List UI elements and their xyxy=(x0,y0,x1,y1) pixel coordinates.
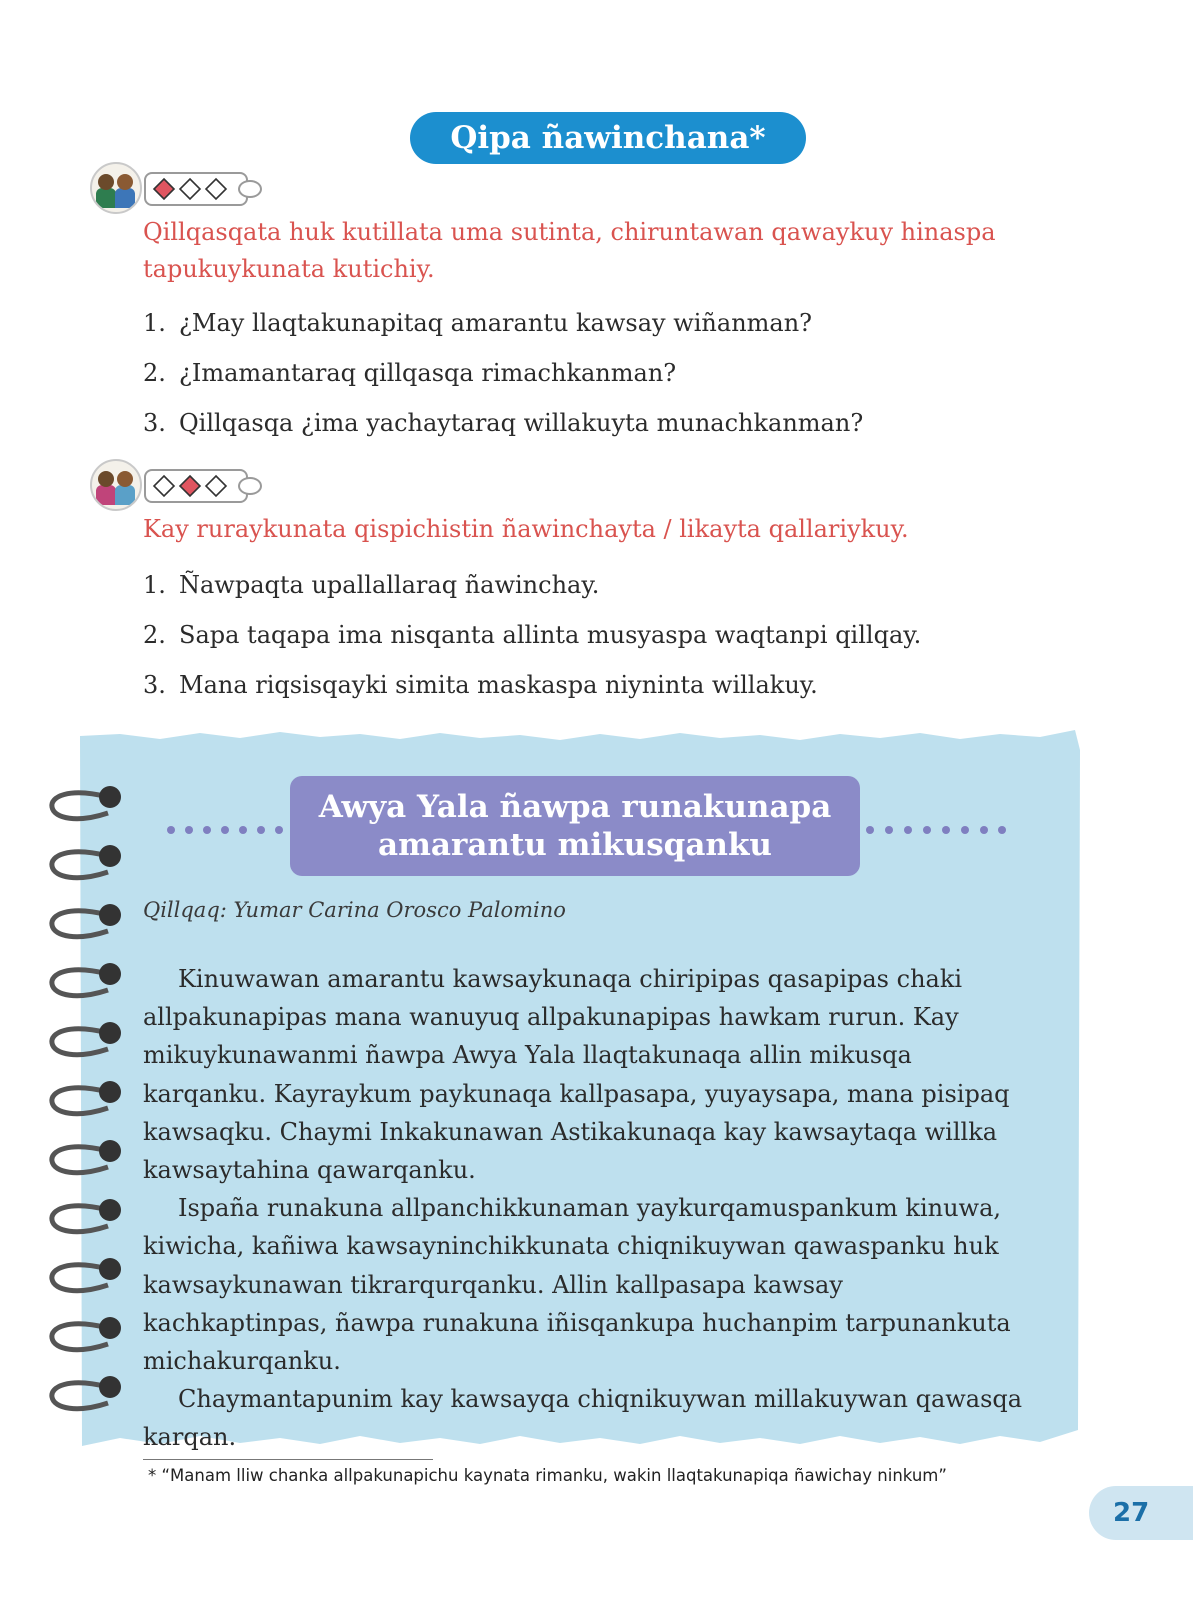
section-title: Qipa ñawinchana* xyxy=(410,112,806,164)
spiral-ring-icon xyxy=(48,785,128,825)
list-item: 1. Ñawpaqta upallallaraq ñawinchay. xyxy=(143,571,600,599)
spiral-ring-icon xyxy=(48,1021,128,1061)
activity1-instruction: Qillqasqata huk kutillata uma sutinta, chiruntawan qawaykuy hinaspa tapukuykunata kutichiy. xyxy=(143,218,996,283)
spiral-binding xyxy=(48,785,128,1425)
level-diamonds-icon xyxy=(150,473,240,499)
story-paragraph: Chaymantapunim kay kawsayqa chiqnikuywan millakuywan qawasqa karqan. xyxy=(143,1385,1023,1452)
dotted-line-left xyxy=(165,824,285,836)
activity2-steps xyxy=(143,570,1043,720)
children-reading-icon xyxy=(90,162,142,214)
story-paragraph: Kinuwawan amarantu kawsaykunaqa chiripipas qasapipas chaki allpakunapipas mana wanuyuq allpakunapipas hawkam rurun. Kay mikuykunawanmi ñawpa Awya Yala llaqtakunaqa allin mikusqa karqanku. Kayraykum paykunaqa kallpasapa, yuyaysapa, mana pisipaq kawsaqku. Chaymi Inkakunawan Astikakunaqa kay kawsaytaqa willka kawsaytahina qawarqanku. xyxy=(143,965,1010,1185)
spiral-ring-icon xyxy=(48,1316,128,1356)
tag-string-icon xyxy=(238,180,262,198)
story-title-line2: amarantu mikusqanku xyxy=(378,827,772,863)
story-author: Qillqaq: Yumar Carina Orosco Palomino xyxy=(143,898,566,922)
story-title-line1: Awya Yala ñawpa runakunapa xyxy=(318,789,832,825)
story-body xyxy=(143,960,1023,1457)
spiral-ring-icon xyxy=(48,903,128,943)
children-writing-icon xyxy=(90,459,142,511)
level-diamonds-icon xyxy=(150,176,240,202)
story-title xyxy=(290,776,860,876)
spiral-ring-icon xyxy=(48,1257,128,1297)
story-paragraph: Ispaña runakuna allpanchikkunaman yaykurqamuspankum kinuwa, kiwicha, kañiwa kawsayninchikkunata chiqnikuywan qawaspanku huk kawsaykunawan tikrarqurqanku. Allin kallpasapa kawsay kachkaptinpas, ñawpa runakuna iñisqankupa huchanpim tarpunankuta michakurqanku. xyxy=(143,1194,1011,1376)
spiral-ring-icon xyxy=(48,1198,128,1238)
spiral-ring-icon xyxy=(48,844,128,884)
list-item: 1. ¿May llaqtakunapitaq amarantu kawsay wiñanman? xyxy=(143,309,813,337)
footnote: * “Manam lliw chanka allpakunapichu kaynata rimanku, wakin llaqtakunapiqa ñawichay ninkum” xyxy=(148,1466,947,1485)
spiral-ring-icon xyxy=(48,962,128,1002)
activity2-instruction: Kay ruraykunata qispichistin ñawinchayta / likayta qallariykuy. xyxy=(143,515,909,543)
spiral-ring-icon xyxy=(48,1080,128,1120)
activity1-questions xyxy=(143,308,1043,458)
list-item: 3. Mana riqsisqayki simita maskaspa niyninta willakuy. xyxy=(143,671,818,699)
list-item: 3. Qillqasqa ¿ima yachaytaraq willakuyta munachkanman? xyxy=(143,409,864,437)
level-tag xyxy=(144,469,248,503)
level-tag xyxy=(144,172,248,206)
footnote-divider xyxy=(143,1459,433,1460)
tag-string-icon xyxy=(238,477,262,495)
activity2-header xyxy=(90,459,270,509)
activity1-header xyxy=(90,162,270,212)
page-number: 27 xyxy=(1089,1486,1193,1540)
spiral-ring-icon xyxy=(48,1139,128,1179)
list-item: 2. ¿Imamantaraq qillqasqa rimachkanman? xyxy=(143,359,677,387)
spiral-ring-icon xyxy=(48,1375,128,1415)
list-item: 2. Sapa taqapa ima nisqanta allinta musyaspa waqtanpi qillqay. xyxy=(143,621,922,649)
dotted-line-right xyxy=(862,824,1007,836)
